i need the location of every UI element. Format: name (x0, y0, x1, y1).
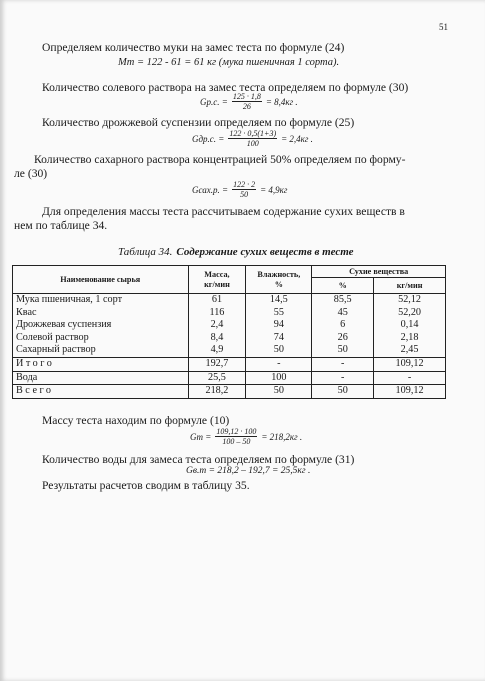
header-moisture-line1: Влажность, (257, 269, 301, 279)
formula-fraction (228, 129, 277, 148)
formula-denominator: 100 (246, 139, 259, 148)
formula-flour: Мт = 122 - 61 = 61 кг (мука пшеничная 1 сорта). (118, 57, 340, 68)
cell-mass: 218,2 (188, 385, 246, 399)
table-row (13, 307, 446, 320)
paragraph-dough-mass: Массу теста находим по формуле (10) (42, 414, 230, 427)
table-row (13, 294, 446, 307)
header-dry-matter (312, 266, 446, 278)
cell-moisture: 50 (246, 344, 312, 357)
cell-dry-kg: 0,14 (374, 319, 446, 332)
paragraph-sugar-solution-line2: ле (30) (14, 167, 48, 180)
cell-dry-kg: 52,20 (374, 307, 446, 320)
cell-moisture: 50 (246, 385, 312, 399)
cell-mass: 61 (188, 294, 246, 307)
formula-numerator: 109,12 · 100 (216, 427, 257, 436)
formula-dough-mass (190, 427, 302, 446)
header-name-text: Наименование сырья (60, 274, 141, 284)
cell-moisture: 100 (246, 371, 312, 385)
table-row-subtotal (13, 357, 446, 371)
cell-dry-pct: 45 (312, 307, 374, 320)
cell-name: Всего (13, 385, 189, 399)
cell-dry-kg: 109,12 (374, 357, 446, 371)
cell-dry-kg: - (374, 371, 446, 385)
table-row-water (13, 371, 446, 385)
cell-name: Сахарный раствор (13, 344, 189, 357)
formula-fraction (232, 92, 262, 111)
cell-moisture: 74 (246, 332, 312, 345)
formula-rhs: = 2,4кг . (281, 133, 313, 144)
cell-dry-kg: 109,12 (374, 385, 446, 399)
formula-salt-solution (200, 92, 298, 111)
cell-name: Квас (13, 307, 189, 320)
formula-fraction (232, 180, 256, 199)
header-moisture (246, 266, 312, 294)
cell-mass: 2,4 (188, 319, 246, 332)
formula-rhs: = 4,9кг (260, 184, 288, 195)
header-dry-pct-text: % (338, 280, 347, 290)
table-caption-number: Таблица 34. (118, 246, 173, 258)
page-number: 51 (439, 22, 448, 32)
cell-mass: 8,4 (188, 332, 246, 345)
paragraph-flour: Определяем количество муки на замес теста по формуле (24) (42, 41, 345, 54)
formula-yeast-suspension (192, 129, 313, 148)
header-dry-pct (312, 278, 374, 294)
formula-denominator: 26 (242, 102, 251, 111)
paragraph-salt-solution: Количество солевого раствора на замес теста определяем по формуле (30) (42, 81, 409, 94)
cell-dry-pct: 26 (312, 332, 374, 345)
cell-moisture: - (246, 357, 312, 371)
table-row (13, 319, 446, 332)
table-row (13, 344, 446, 357)
table-caption-title: Содержание сухих веществ в тесте (176, 246, 354, 258)
header-name (13, 266, 189, 294)
cell-dry-kg: 52,12 (374, 294, 446, 307)
formula-numerator: 122 · 2 (233, 180, 256, 189)
cell-mass: 192,7 (188, 357, 246, 371)
table-row-total (13, 385, 446, 399)
cell-name: Вода (13, 371, 189, 385)
formula-water-amount: Gв.т = 218,2 – 192,7 = 25,5кг . (186, 466, 311, 476)
paragraph-dry-matter-line1: Для определения массы теста рассчитываем содержание сухих веществ в (42, 205, 405, 218)
cell-mass: 116 (188, 307, 246, 320)
cell-dry-pct: 50 (312, 344, 374, 357)
formula-rhs: = 218,2кг . (261, 431, 303, 442)
cell-dry-pct: 85,5 (312, 294, 374, 307)
table-caption (118, 242, 354, 260)
formula-denominator: 50 (240, 190, 249, 199)
cell-moisture: 14,5 (246, 294, 312, 307)
formula-fraction (215, 427, 257, 446)
cell-name: Дрожжевая суспензия (13, 319, 189, 332)
formula-denominator: 100 – 50 (222, 437, 251, 446)
cell-mass: 25,5 (188, 371, 246, 385)
header-mass-line2: кг/мин (204, 279, 230, 289)
header-mass-line1: Масса, (204, 269, 230, 279)
paragraph-results: Результаты расчетов сводим в таблицу 35. (42, 479, 250, 492)
cell-dry-kg: 2,45 (374, 344, 446, 357)
formula-sugar-solution (192, 180, 287, 199)
cell-dry-pct: 50 (312, 385, 374, 399)
cell-moisture: 55 (246, 307, 312, 320)
cell-name: Мука пшеничная, 1 сорт (13, 294, 189, 307)
formula-rhs: = 8,4кг . (265, 96, 298, 107)
header-mass (188, 266, 246, 294)
paragraph-water-amount: Количество воды для замеса теста определяем по формуле (31) (42, 453, 355, 466)
table-row (13, 332, 446, 345)
paragraph-dry-matter-line2: нем по таблице 34. (14, 219, 108, 232)
formula-numerator: 125 · 1,8 (232, 92, 261, 101)
paragraph-yeast-suspension: Количество дрожжевой суспензии определяем по формуле (25) (42, 116, 355, 129)
cell-dry-kg: 2,18 (374, 332, 446, 345)
header-dry-matter-text: Сухие вещества (349, 266, 409, 276)
cell-dry-pct: - (312, 371, 374, 385)
cell-dry-pct: 6 (312, 319, 374, 332)
cell-moisture: 94 (246, 319, 312, 332)
cell-dry-pct: - (312, 357, 374, 371)
formula-numerator: 122 · 0,5(1+3) (229, 129, 277, 138)
header-dry-kg (374, 278, 446, 294)
paragraph-sugar-solution-line1: Количество сахарного раствора концентрацией 50% определяем по форму- (34, 153, 406, 166)
formula-lhs: Gдр.с. = (192, 133, 225, 144)
formula-lhs: Gm = (190, 431, 212, 442)
header-moisture-line2: % (274, 279, 283, 289)
formula-lhs: Gсах.р. = (192, 184, 229, 195)
cell-mass: 4,9 (188, 344, 246, 357)
dry-matter-table (12, 265, 446, 399)
formula-lhs: Gp.c. = (200, 96, 228, 107)
header-dry-kg-text: кг/мин (396, 280, 423, 290)
cell-name: Итого (13, 357, 189, 371)
cell-name: Солевой раствор (13, 332, 189, 345)
